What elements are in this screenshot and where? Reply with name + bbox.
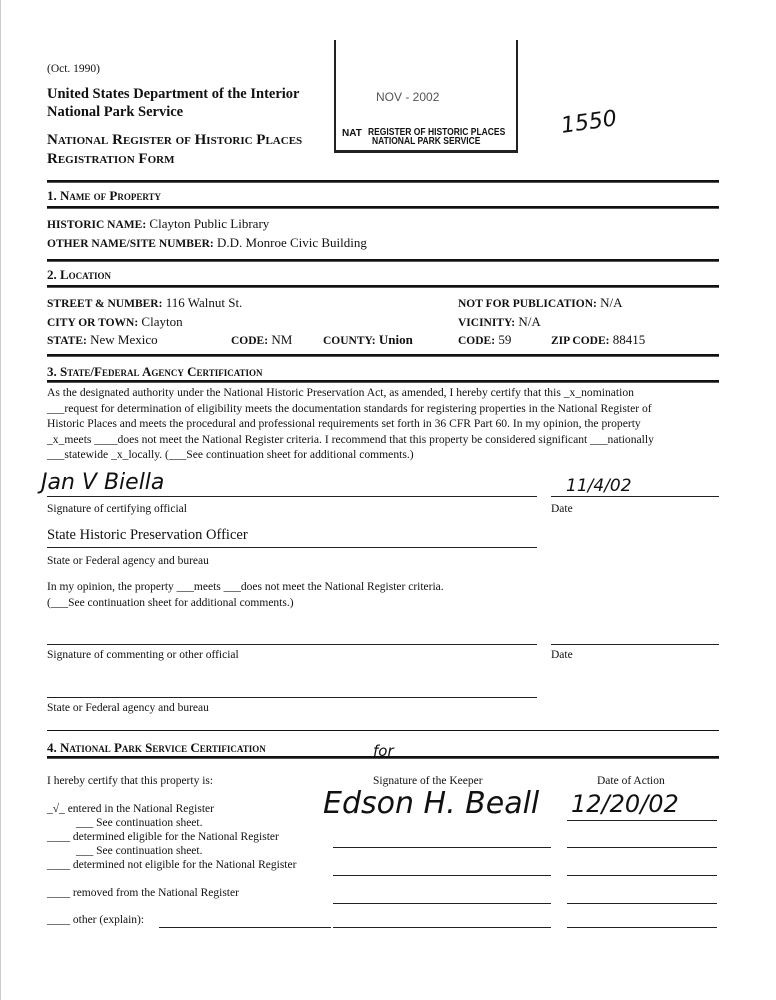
divider xyxy=(47,730,719,731)
street: 116 Walnut St. xyxy=(165,295,243,310)
divider xyxy=(47,206,719,209)
register-title: National Register of Historic Places xyxy=(47,132,303,148)
zip-label: ZIP CODE: xyxy=(551,335,610,347)
keeper-signature: Edson H. Beall xyxy=(323,786,540,821)
paragraph-line: _x_meets ____does not meet the National Register criteria. I recommend that this property be considered significant ___nationally xyxy=(47,432,654,446)
checkbox-mark[interactable]: ___ xyxy=(76,845,94,857)
divider xyxy=(47,259,719,262)
divider xyxy=(47,354,719,357)
other-name: D.D. Monroe Civic Building xyxy=(217,235,367,250)
other-name-row xyxy=(47,235,367,251)
checkbox-mark[interactable]: ____ xyxy=(47,887,70,899)
other-name-label: OTHER NAME/SITE NUMBER: xyxy=(47,238,214,250)
action-date-label: Date of Action xyxy=(597,775,665,787)
status-label: other (explain): xyxy=(72,914,145,926)
date-label: Date xyxy=(551,649,573,661)
certify-intro: I hereby certify that this property is: xyxy=(47,775,214,787)
department: United States Department of the Interior xyxy=(47,86,300,102)
checkbox-mark[interactable]: ____ xyxy=(47,859,70,871)
agency-label: State or Federal agency and bureau xyxy=(47,702,209,714)
vicinity-label: VICINITY: xyxy=(458,317,516,329)
section3-heading: 3. State/Federal Agency Certification xyxy=(47,364,263,379)
city-label: CITY OR TOWN: xyxy=(47,317,139,329)
divider xyxy=(47,285,719,288)
date-line xyxy=(567,820,717,821)
section1-heading: 1. Name of Property xyxy=(47,188,162,203)
checkbox-mark[interactable]: ____ xyxy=(47,831,70,843)
status-label: See continuation sheet. xyxy=(96,845,203,857)
county-code-label: CODE: xyxy=(458,335,496,347)
certifying-date: 11/4/02 xyxy=(566,476,632,496)
paragraph-line: ___statewide _x_locally. (___See continuation sheet for additional comments.) xyxy=(47,448,414,461)
status-label: determined not eligible for the National Register xyxy=(72,859,297,871)
keeper-label: Signature of the Keeper xyxy=(373,775,483,787)
sig-label: Signature of certifying official xyxy=(47,503,187,515)
divider xyxy=(47,180,719,183)
commenting-label: Signature of commenting or other official xyxy=(47,649,239,661)
commenting-signature-line xyxy=(47,644,537,645)
action-date: 12/20/02 xyxy=(571,790,679,818)
stamp-line2: NATIONAL PARK SERVICE xyxy=(372,136,481,147)
county: Union xyxy=(378,332,413,347)
section4-heading: 4. National Park Service Certification xyxy=(47,740,266,755)
checkbox-mark[interactable]: _√_ xyxy=(47,803,65,815)
historic-name-row xyxy=(47,216,269,232)
handwritten-number: 1550 xyxy=(559,106,619,139)
county-code: 59 xyxy=(498,332,512,347)
signature-line xyxy=(333,847,551,848)
code-label: CODE: xyxy=(231,335,269,347)
paragraph-line: ___request for determination of eligibility meets the documentation standards for registering properties in the National Register of xyxy=(47,401,652,415)
divider xyxy=(47,380,719,383)
date-line xyxy=(567,847,717,848)
signature-line xyxy=(333,903,551,904)
paragraph-line: Historic Places and meets the procedural and professional requirements set forth in 36 CFR Part 60. In my opinion, the property xyxy=(47,417,641,430)
historic-name-label: HISTORIC NAME: xyxy=(47,219,147,231)
status-label: See continuation sheet. xyxy=(96,817,203,829)
state-code: NM xyxy=(271,332,293,347)
signature-line xyxy=(47,496,537,497)
checkbox-mark[interactable]: ____ xyxy=(47,914,70,926)
title-line xyxy=(47,547,537,548)
form-date: (Oct. 1990) xyxy=(47,63,101,75)
checkbox-mark[interactable]: ___ xyxy=(76,817,94,829)
status-label: entered in the National Register xyxy=(67,803,214,815)
date-line xyxy=(567,903,717,904)
signature-line xyxy=(333,927,551,928)
opinion-line: In my opinion, the property ___meets ___does not meet the National Register criteria. xyxy=(47,581,444,593)
agency-label: State or Federal agency and bureau xyxy=(47,555,209,567)
section2-heading: 2. Location xyxy=(47,267,112,282)
historic-name: Clayton Public Library xyxy=(149,216,270,231)
stamp-date: NOV - 2002 xyxy=(376,90,440,104)
agency-line xyxy=(47,697,537,698)
received-stamp xyxy=(334,40,518,153)
nfp: N/A xyxy=(600,295,623,310)
signature-line xyxy=(333,875,551,876)
status-label: removed from the National Register xyxy=(72,887,239,899)
date-line xyxy=(551,496,719,497)
stamp-nat: NAT xyxy=(342,128,362,139)
certifying-signature: Jan V Biella xyxy=(41,470,165,495)
paragraph-line: As the designated authority under the National Historic Preservation Act, as amended, I hereby certify that this _x_nomination xyxy=(47,386,634,399)
street-label: STREET & NUMBER: xyxy=(47,298,163,310)
status-label: determined eligible for the National Register xyxy=(72,831,279,843)
officer-title: State Historic Preservation Officer xyxy=(47,527,248,543)
state-label: STATE: xyxy=(47,335,87,347)
nfp-label: NOT FOR PUBLICATION: xyxy=(458,298,597,310)
city: Clayton xyxy=(141,314,183,329)
opinion-line: (___See continuation sheet for additional comments.) xyxy=(47,597,294,609)
explain-line[interactable] xyxy=(159,927,331,928)
service: National Park Service xyxy=(47,104,184,120)
county-label: COUNTY: xyxy=(323,335,376,347)
date-label: Date xyxy=(551,503,573,515)
certification-paragraph xyxy=(47,385,737,463)
vicinity: N/A xyxy=(518,314,541,329)
zip: 88415 xyxy=(612,332,646,347)
stamp-line1: REGISTER OF HISTORIC PLACES xyxy=(368,127,506,138)
keeper-for: for xyxy=(373,742,394,760)
date-line xyxy=(567,875,717,876)
date-line xyxy=(567,927,717,928)
commenting-date-line xyxy=(551,644,719,645)
form-title: Registration Form xyxy=(47,151,175,167)
state: New Mexico xyxy=(90,332,158,347)
